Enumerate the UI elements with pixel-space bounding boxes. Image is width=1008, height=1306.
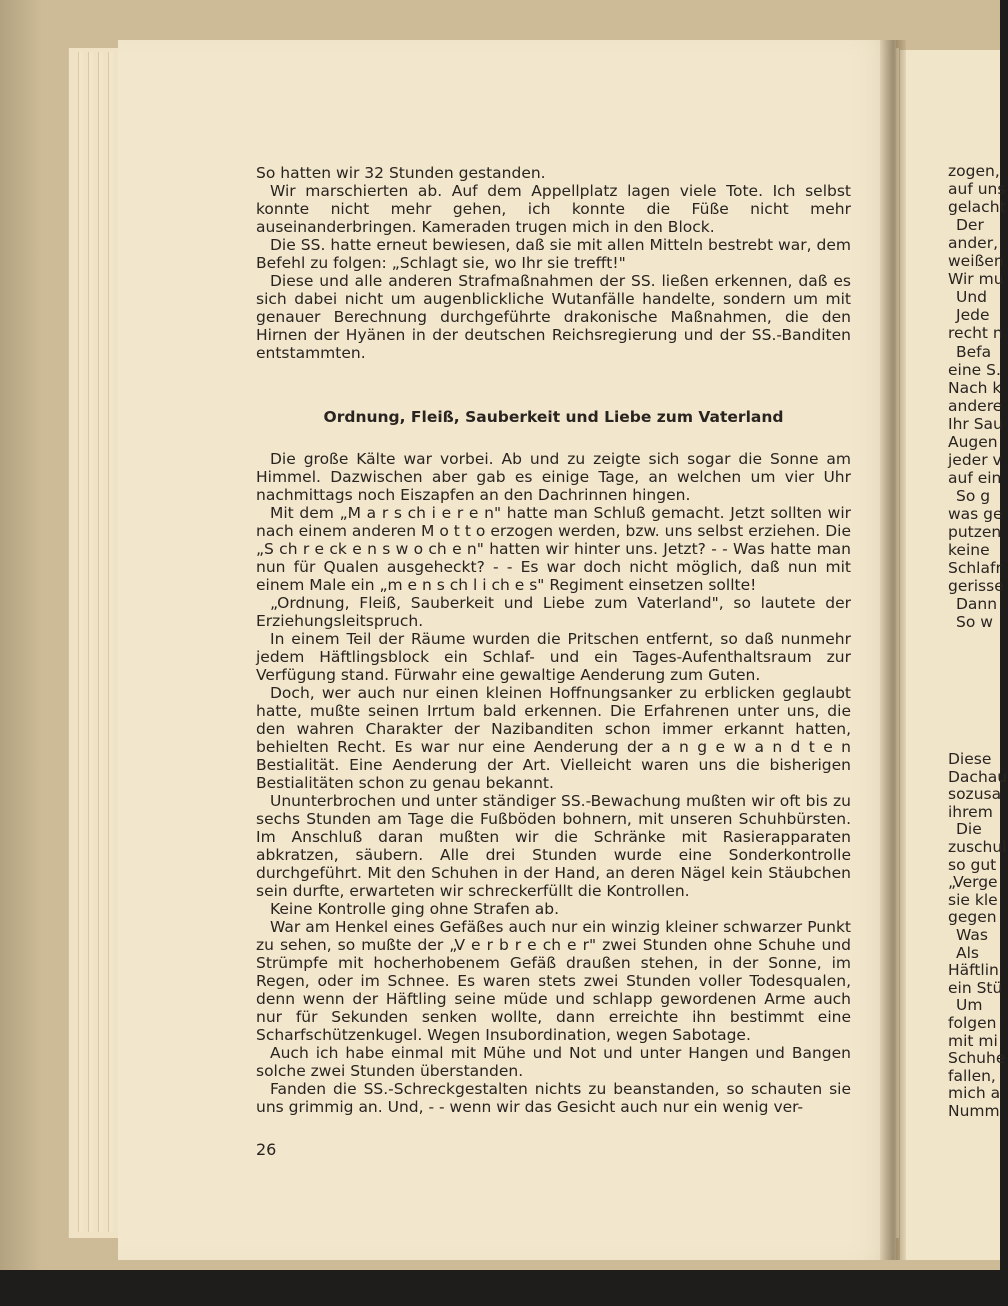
page-edge bbox=[78, 52, 83, 1232]
right-page-line: sie kle bbox=[948, 890, 998, 909]
right-page-line: „Verge bbox=[948, 873, 998, 892]
right-page-line: gelacht bbox=[948, 198, 1006, 217]
right-page-line: gegen bbox=[948, 908, 997, 927]
right-page-line: zogen, bbox=[948, 162, 1000, 180]
right-page-line: Augen bbox=[948, 432, 998, 451]
right-page-line: weißen bbox=[948, 252, 1004, 271]
right-page-line: was ge bbox=[948, 504, 1003, 523]
right-page-line: zuschul bbox=[948, 838, 1007, 856]
right-page-line: Was bbox=[956, 926, 988, 944]
text-block-top bbox=[256, 164, 851, 362]
right-page-line: Als bbox=[956, 943, 979, 962]
page-number: 26 bbox=[256, 1140, 277, 1159]
right-page-line: so gut bbox=[948, 855, 997, 874]
right-page-line: andere bbox=[948, 396, 1003, 415]
cover-shadow bbox=[0, 0, 42, 1270]
right-page-line: fallen, bbox=[948, 1066, 996, 1085]
right-page-line: auf uns bbox=[948, 180, 1006, 199]
paragraph: Die große Kälte war vorbei. Ab und zu zeigte sich sogar die Sonne am Himmel. Dazwischen aber gab es einige Tage, an welchen um vier Uhr nachmittags noch Eiszapfen an den Dachrinnen hingen. bbox=[256, 450, 851, 504]
text-block-main bbox=[256, 450, 851, 1116]
right-page-line: Um bbox=[956, 996, 983, 1015]
right-page-line: mich a bbox=[948, 1084, 1001, 1103]
right-page-line: Dachau bbox=[948, 767, 1008, 786]
paragraph: „Ordnung, Fleiß, Sauberkeit und Liebe zum Vaterland", so lautete der Erziehungsleitspruch. bbox=[256, 594, 851, 630]
paragraph: Wir marschierten ab. Auf dem Appellplatz lagen viele Tote. Ich selbst konnte nicht mehr gehen, ich konnte die Füße nicht mehr auseinanderbringen. Kameraden trugen mich in den Block. bbox=[256, 182, 851, 236]
paragraph: War am Henkel eines Gefäßes auch nur ein winzig kleiner schwarzer Punkt zu sehen, so mußte der „V e r b r e ch e r" zwei Stunden ohne Schuhe und Strümpfe mit hocherhobenem Gefäß draußen stehen, in der Sonne, im Regen, oder im Schnee. Es waren stets zwei Stunden voller Todesqualen, denn wenn der Häftling seine müde und schlapp gewordenen Arme auch nur für Sekunden senken wollte, dann erreichte ihn bestimmt eine Scharfschützenkugel. Wegen Insubordination, wegen Sabotage. bbox=[256, 918, 851, 1044]
right-page-line: Ihr Sau bbox=[948, 414, 1003, 433]
paragraph: Diese und alle anderen Strafmaßnahmen der SS. ließen erkennen, daß es sich dabei nicht um augenblickliche Wutanfälle handelte, sondern um mit genauer Berechnung durchgeführte drakonische Maßnahmen, die den Hirnen der Hyänen in der deutschen Reichsregierung und der SS.-Banditen entstammten. bbox=[256, 272, 851, 362]
right-page-line: keine bbox=[948, 541, 990, 560]
right-page-line: Und bbox=[956, 288, 988, 307]
section-heading: Ordnung, Fleiß, Sauberkeit und Liebe zum Vaterland bbox=[323, 408, 784, 426]
right-page-line: ihrem bbox=[948, 802, 993, 821]
right-page-line: ein Stü bbox=[948, 978, 1003, 997]
right-page-line: eine S. bbox=[948, 360, 1001, 379]
right-page-line: Numm bbox=[948, 1102, 1000, 1120]
paragraph: Mit dem „M a r s ch i e r e n" hatte man Schluß gemacht. Jetzt sollten wir nach einem anderen M o t t o erzogen werden, bzw. uns selbst erziehen. Die „S ch r e ck e n s w o ch e n" hatten wir hinter uns. Jetzt? - - Was hatte man nun für Qualen ausgeheckt? - - Es war doch nicht möglich, daß nun mit einem Male ein „m e n s ch l i ch e s" Regiment einsetzen sollte! bbox=[256, 504, 851, 594]
right-page-line: Schlafr bbox=[948, 559, 1002, 578]
right-page-line: Die bbox=[956, 820, 982, 839]
right-page-line: folgen bbox=[948, 1014, 997, 1032]
right-page-line: gerisse bbox=[948, 577, 1004, 596]
paragraph: In einem Teil der Räume wurden die Pritschen entfernt, so daß nunmehr jedem Häftlingsblock ein Schlaf- und ein Tages-Aufenthaltsraum zur Verfügung stand. Fürwahr eine gewaltige Aenderung zum Guten. bbox=[256, 630, 851, 684]
paragraph: Keine Kontrolle ging ohne Strafen ab. bbox=[270, 900, 560, 918]
paragraph: Fanden die SS.-Schreckgestalten nichts zu beanstanden, so schauten sie uns grimmig an. Und, - - wenn wir das Gesicht auch nur ein wenig ver- bbox=[256, 1080, 851, 1116]
right-page-line: Dann bbox=[956, 595, 998, 614]
right-page-line: Wir mu bbox=[948, 270, 1004, 289]
page-edge bbox=[108, 52, 113, 1232]
right-page-line: Schuhe bbox=[948, 1049, 1006, 1068]
book-gutter bbox=[880, 40, 906, 1260]
right-page-line: mit mi bbox=[948, 1031, 998, 1050]
paragraph: So hatten wir 32 Stunden gestanden. bbox=[256, 164, 546, 182]
paragraph: Doch, wer auch nur einen kleinen Hoffnungsanker zu erblicken geglaubt hatte, mußte seinen Irrtum bald erkennen. Die Erfahrenen unter uns, die den wahren Charakter der Nazibanditen schon immer erkannt hatten, behielten Recht. Es war nur eine Aenderung der a n g e w a n d t e n Bestialität. Eine Aenderung der Art. Vielleicht waren uns die bisherigen Bestialitäten schon zu genau bekannt. bbox=[256, 684, 851, 792]
page-edge bbox=[98, 52, 103, 1232]
right-page-line: Befa bbox=[956, 342, 992, 361]
right-page-line: Jede bbox=[956, 306, 990, 325]
paragraph: Die SS. hatte erneut bewiesen, daß sie mit allen Mitteln bestrebt war, dem Befehl zu folgen: „Schlagt sie, wo Ihr sie trefft!" bbox=[256, 236, 851, 272]
right-page-line: recht n bbox=[948, 324, 1003, 343]
right-page-line: putzen bbox=[948, 523, 1002, 541]
paragraph: Ununterbrochen und unter ständiger SS.-Bewachung mußten wir oft bis zu sechs Stunden am Tage die Fußböden bohnern, mit unseren Schuhbürsten. Im Anschluß daran mußten wir die Schränke mit Rasierapparaten abkratzen, säubern. Alle drei Stunden wurde eine Sonderkontrolle durchgeführt. Mit den Schuhen in der Hand, an deren Nägel kein Stäubchen sein durfte, erwarteten wir schreckerfüllt die Kontrollen. bbox=[256, 792, 851, 900]
right-page-line: Nach k bbox=[948, 378, 1002, 397]
right-page-line: sozusa bbox=[948, 785, 1002, 804]
right-page-line: ander, bbox=[948, 234, 998, 253]
page-edge bbox=[88, 52, 93, 1232]
right-page-line: auf ein bbox=[948, 468, 1002, 487]
right-page-line: Häftlin bbox=[948, 961, 999, 980]
paragraph: Auch ich habe einmal mit Mühe und Not und unter Hangen und Bangen solche zwei Stunden überstanden. bbox=[256, 1044, 851, 1080]
right-page-line: So g bbox=[956, 486, 991, 505]
right-page-line: Diese bbox=[948, 750, 992, 768]
right-page-line: Der bbox=[956, 216, 984, 235]
right-page-line: jeder v bbox=[948, 450, 1002, 469]
right-page-line: So w bbox=[956, 613, 993, 632]
